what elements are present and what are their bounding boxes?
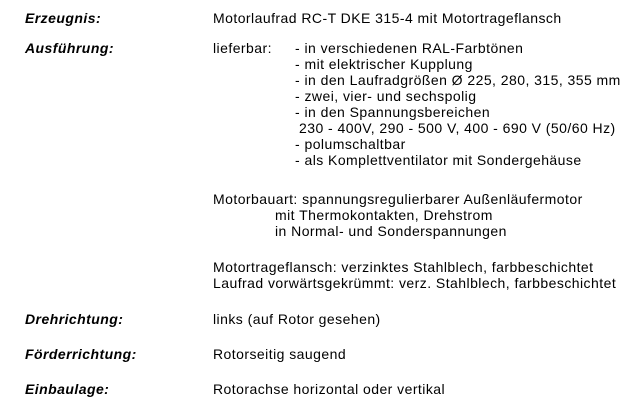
- field-value-drehrichtung: links (auf Rotor gesehen): [213, 310, 381, 327]
- field-value-erzeugnis: Motorlaufrad RC-T DKE 315-4 mit Motortrageflansch: [213, 9, 562, 26]
- motorbauart-line: in Normal- und Sonderspannungen: [275, 222, 507, 239]
- field-value-foerderrichtung: Rotorseitig saugend: [213, 345, 347, 362]
- material-line: Laufrad vorwärtsgekrümmt: verz. Stahlblech, farbbeschichtet: [213, 274, 617, 291]
- field-label-einbaulage: Einbaulage:: [25, 380, 110, 397]
- motorbauart-block: [213, 191, 583, 239]
- lieferbar-option: - in verschiedenen RAL-Farbtönen: [295, 39, 524, 56]
- lieferbar-option: - zwei, vier- und sechspolig: [295, 87, 477, 104]
- field-label-drehrichtung: Drehrichtung:: [25, 310, 124, 327]
- lieferbar-option: - mit elektrischer Kupplung: [295, 55, 473, 72]
- lieferbar-options-list: [295, 40, 621, 168]
- lieferbar-option: - in den Laufradgrößen Ø 225, 280, 315, 355 mm: [295, 71, 621, 88]
- motorbauart-line: Motorbauart: spannungsregulierbarer Außenläufermotor: [213, 190, 583, 207]
- field-value-einbaulage: Rotorachse horizontal oder vertikal: [213, 380, 446, 397]
- field-label-foerderrichtung: Förderrichtung:: [25, 345, 137, 362]
- lieferbar-option: - in den Spannungsbereichen: [295, 103, 491, 120]
- field-label-ausfuehrung: Ausführung:: [25, 39, 114, 56]
- field-label-erzeugnis: Erzeugnis:: [25, 9, 102, 26]
- motorbauart-line: mit Thermokontakten, Drehstrom: [275, 206, 493, 223]
- lieferbar-option: - als Komplettventilator mit Sondergehäuse: [295, 151, 582, 168]
- voltage-range-line: 230 - 400V, 290 - 500 V, 400 - 690 V (50/60 Hz): [299, 119, 616, 136]
- material-line: Motortrageflansch: verzinktes Stahlblech, farbbeschichtet: [213, 258, 594, 275]
- lieferbar-option: - polumschaltbar: [295, 135, 406, 152]
- lieferbar-label: lieferbar:: [213, 39, 272, 56]
- material-block: [213, 259, 616, 291]
